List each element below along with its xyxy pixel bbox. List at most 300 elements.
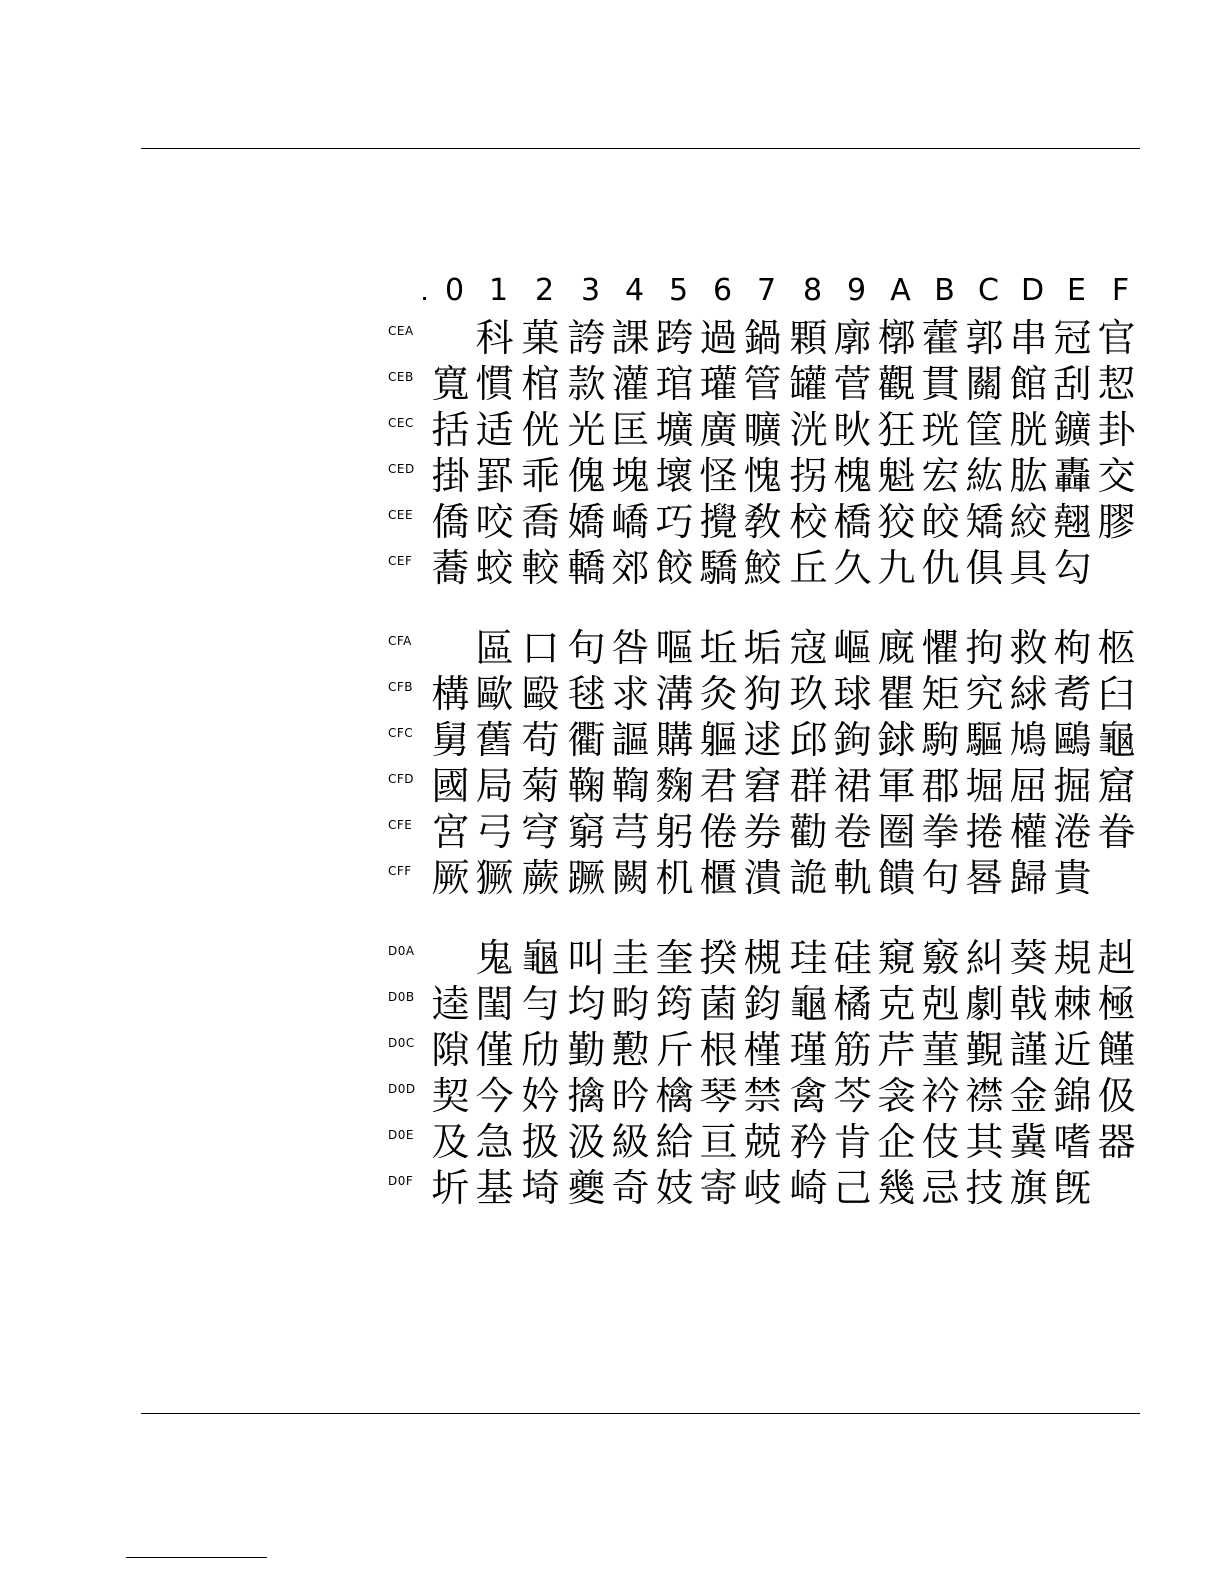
- hanja-glyph: 極: [1097, 982, 1136, 1026]
- hanja-glyph: 亘: [699, 1120, 738, 1164]
- hanja-glyph: 廣: [699, 408, 738, 452]
- hanja-glyph: 傀: [567, 454, 606, 498]
- hanja-glyph: 芎: [611, 810, 650, 854]
- hanja-glyph: 槿: [743, 1028, 782, 1072]
- code-row: [0, 717, 1224, 763]
- hanja-glyph: 饉: [1097, 1028, 1136, 1072]
- hanja-glyph: 芹: [877, 1028, 916, 1072]
- hanja-glyph: 窟: [1097, 764, 1136, 808]
- row-code-label: CEA: [388, 324, 414, 338]
- hanja-glyph: 蹶: [567, 856, 606, 900]
- hanja-glyph: 圈: [877, 810, 916, 854]
- hanja-glyph: 郊: [611, 546, 650, 590]
- hanja-glyph: 臼: [1097, 672, 1136, 716]
- hanja-glyph: 瓘: [699, 362, 738, 406]
- hanja-glyph: [1094, 855, 1139, 901]
- hanja-glyph: 伋: [1097, 1074, 1136, 1118]
- hanja-glyph: 适: [475, 408, 514, 452]
- code-row: [0, 671, 1224, 717]
- hanja-glyph: 館: [1009, 362, 1048, 406]
- hanja-glyph: 鉤: [833, 718, 872, 762]
- hanja-glyph: 炚: [833, 408, 872, 452]
- hanja-glyph: 急: [475, 1120, 514, 1164]
- hanja-glyph: 絞: [1009, 500, 1048, 544]
- hanja-glyph: 冀: [1009, 1120, 1048, 1164]
- hanja-glyph: 瞿: [877, 672, 916, 716]
- hanja-glyph: 龜: [789, 982, 828, 1026]
- hanja-glyph: 管: [743, 362, 782, 406]
- hanja-glyph: 狗: [743, 672, 782, 716]
- hanja-glyph: 光: [567, 408, 606, 452]
- hanja-glyph: 官: [1097, 316, 1136, 360]
- hanja-glyph: 奎: [655, 936, 694, 980]
- hanja-glyph: 轟: [1053, 454, 1092, 498]
- hanja-glyph: 罐: [789, 362, 828, 406]
- hanja-glyph: 洸: [789, 408, 828, 452]
- column-header-8: 8: [802, 273, 823, 308]
- hanja-glyph: 芩: [833, 1074, 872, 1118]
- hanja-glyph: 倦: [699, 810, 738, 854]
- code-row: [0, 315, 1224, 361]
- hanja-glyph: 衾: [877, 1074, 916, 1118]
- hanja-glyph: 器: [1097, 1120, 1136, 1164]
- hanja-glyph: 琯: [655, 362, 694, 406]
- row-code-label: CFD: [388, 772, 415, 786]
- hanja-glyph: 餃: [655, 546, 694, 590]
- hanja-glyph: 根: [699, 1028, 738, 1072]
- hanja-glyph: 關: [965, 362, 1004, 406]
- hanja-glyph: 咬: [475, 500, 514, 544]
- column-header-3: 3: [580, 273, 601, 308]
- hanja-glyph: 怪: [699, 454, 738, 498]
- hanja-glyph: 毬: [567, 672, 606, 716]
- hanja-glyph: 鈞: [743, 982, 782, 1026]
- hanja-glyph: 蛟: [475, 546, 514, 590]
- hanja-glyph: 琴: [699, 1074, 738, 1118]
- hanja-glyph: 幾: [877, 1166, 916, 1210]
- hanja-glyph: 慣: [475, 362, 514, 406]
- hanja-glyph: 皎: [921, 500, 960, 544]
- hanja-glyph: 校: [789, 500, 828, 544]
- hanja-glyph: 崎: [789, 1166, 828, 1210]
- hanja-glyph: 矜: [789, 1120, 828, 1164]
- hanja-glyph: 求: [611, 672, 650, 716]
- hanja-glyph: 珖: [921, 408, 960, 452]
- hanja-glyph: 口: [521, 626, 560, 670]
- hanja-glyph: 鮫: [743, 546, 782, 590]
- hanja-glyph: 邱: [789, 718, 828, 762]
- hanja-glyph: 擒: [567, 1074, 606, 1118]
- bottom-rule: [141, 1413, 1140, 1414]
- hanja-glyph: 九: [877, 546, 916, 590]
- hanja-glyph: 蕨: [521, 856, 560, 900]
- hanja-glyph: 斤: [655, 1028, 694, 1072]
- hanja-glyph: 句: [567, 626, 606, 670]
- column-header-9: 9: [846, 273, 867, 308]
- hanja-glyph: 棘: [1053, 982, 1092, 1026]
- row-code-label: CFA: [388, 634, 412, 648]
- hanja-glyph: 球: [833, 672, 872, 716]
- hanja-glyph: 郡: [921, 764, 960, 808]
- hanja-glyph: 喬: [521, 500, 560, 544]
- hanja-glyph: 屈: [1009, 764, 1048, 808]
- code-row: [0, 453, 1224, 499]
- hanja-glyph: 妗: [521, 1074, 560, 1118]
- hanja-glyph: 拳: [921, 810, 960, 854]
- column-header-4: 4: [624, 273, 645, 308]
- hanja-glyph: 橘: [833, 982, 872, 1026]
- code-row: [0, 407, 1224, 453]
- hanja-glyph: 懼: [921, 626, 960, 670]
- hanja-glyph: 汲: [567, 1120, 606, 1164]
- hanja-glyph: 胱: [1009, 408, 1048, 452]
- hanja-glyph: 懃: [611, 1028, 650, 1072]
- top-rule: [141, 148, 1140, 149]
- hanja-glyph: 勾: [1053, 546, 1092, 590]
- hanja-glyph: 駒: [921, 718, 960, 762]
- hanja-glyph: 圭: [611, 936, 650, 980]
- hanja-glyph: 藿: [921, 316, 960, 360]
- hanja-glyph: 卦: [1097, 408, 1136, 452]
- hanja-glyph: 禽: [789, 1074, 828, 1118]
- hanja-glyph: 槻: [743, 936, 782, 980]
- column-header-5: 5: [668, 273, 689, 308]
- hanja-glyph: 規: [1053, 936, 1092, 980]
- hanja-glyph: 劤: [521, 1028, 560, 1072]
- hanja-glyph: 龜: [521, 936, 560, 980]
- hanja-glyph: 灸: [699, 672, 738, 716]
- hanja-glyph: 君: [699, 764, 738, 808]
- hanja-glyph: 構: [431, 672, 470, 716]
- hanja-glyph: 揆: [699, 936, 738, 980]
- hanja-glyph: 閨: [475, 982, 514, 1026]
- hanja-glyph: 攪: [699, 500, 738, 544]
- hanja-glyph: 掘: [1053, 764, 1092, 808]
- hanja-glyph: 裙: [833, 764, 872, 808]
- code-row: [0, 1027, 1224, 1073]
- hanja-glyph: 轎: [567, 546, 606, 590]
- hanja-glyph: 區: [475, 626, 514, 670]
- hanja-glyph: 狂: [877, 408, 916, 452]
- hanja-glyph: 鳩: [1009, 718, 1048, 762]
- code-row: [0, 981, 1224, 1027]
- hanja-glyph: 究: [965, 672, 1004, 716]
- row-code-label: CEC: [388, 416, 414, 430]
- hanja-glyph: 竅: [921, 936, 960, 980]
- hanja-glyph: 久: [833, 546, 872, 590]
- hanja-glyph: 級: [611, 1120, 650, 1164]
- column-header-12: C: [978, 273, 999, 308]
- column-header-0: 0: [444, 273, 465, 308]
- hanja-glyph: 垢: [743, 626, 782, 670]
- hanja-glyph: 膠: [1097, 500, 1136, 544]
- hanja-glyph: 柩: [1097, 626, 1136, 670]
- hanja-glyph: 國: [431, 764, 470, 808]
- column-header-13: D: [1020, 273, 1045, 308]
- hanja-glyph: 檎: [655, 1074, 694, 1118]
- hanja-glyph: 舅: [431, 718, 470, 762]
- hanja-glyph: 鑛: [1053, 408, 1092, 452]
- hanja-glyph: 坵: [699, 626, 738, 670]
- hanja-glyph: 愧: [743, 454, 782, 498]
- row-code-label: D0F: [388, 1174, 414, 1188]
- hanja-glyph: 禁: [743, 1074, 782, 1118]
- code-row: [0, 545, 1224, 591]
- hanja-glyph: 契: [431, 1074, 470, 1118]
- hanja-glyph: 嘔: [655, 626, 694, 670]
- hanja-glyph: [428, 315, 473, 361]
- hanja-glyph: 瑾: [789, 1028, 828, 1072]
- hanja-glyph: 給: [655, 1120, 694, 1164]
- hanja-glyph: 交: [1097, 454, 1136, 498]
- hanja-glyph: 均: [567, 982, 606, 1026]
- hanja-glyph: 岐: [743, 1166, 782, 1210]
- hanja-glyph: 軍: [877, 764, 916, 808]
- hanja-glyph: 勸: [789, 810, 828, 854]
- hanja-glyph: 毆: [521, 672, 560, 716]
- hanja-glyph: 科: [475, 316, 514, 360]
- hanja-glyph: 筠: [655, 982, 694, 1026]
- hanja-glyph: 鷗: [1053, 718, 1092, 762]
- hanja-glyph: 軌: [833, 856, 872, 900]
- hanja-glyph: 購: [655, 718, 694, 762]
- hanja-glyph: 拐: [789, 454, 828, 498]
- hanja-glyph: 匡: [611, 408, 650, 452]
- hanja-glyph: 獗: [475, 856, 514, 900]
- hanja-glyph: 絿: [1009, 672, 1048, 716]
- column-header-11: B: [934, 273, 955, 308]
- code-row: [0, 1119, 1224, 1165]
- hanja-glyph: 括: [431, 408, 470, 452]
- code-row: [0, 763, 1224, 809]
- hanja-glyph: 軀: [699, 718, 738, 762]
- hanja-glyph: 剋: [921, 982, 960, 1026]
- hanja-glyph: 款: [567, 362, 606, 406]
- hanja-glyph: 寇: [789, 626, 828, 670]
- hanja-glyph: 貫: [921, 362, 960, 406]
- hanja-glyph: 覲: [965, 1028, 1004, 1072]
- hanja-glyph: 闕: [611, 856, 650, 900]
- hanja-glyph: 敎: [743, 500, 782, 544]
- hanja-glyph: 驕: [699, 546, 738, 590]
- hanja-glyph: 堀: [965, 764, 1004, 808]
- row-code-label: CED: [388, 462, 415, 476]
- hanja-glyph: 宏: [921, 454, 960, 498]
- hanja-glyph: 扱: [521, 1120, 560, 1164]
- hanja-glyph: 課: [611, 316, 650, 360]
- hanja-glyph: 玖: [789, 672, 828, 716]
- hanja-glyph: 窺: [877, 936, 916, 980]
- hanja-glyph: 丘: [789, 546, 828, 590]
- hanja-glyph: 鬼: [475, 936, 514, 980]
- hanja-glyph: 跨: [655, 316, 694, 360]
- hanja-glyph: 橋: [833, 500, 872, 544]
- hanja-glyph: 舊: [475, 718, 514, 762]
- hanja-glyph: 圻: [431, 1166, 470, 1210]
- hanja-glyph: 仇: [921, 546, 960, 590]
- hanja-glyph: 忌: [921, 1166, 960, 1210]
- hanja-glyph: 嶇: [833, 626, 872, 670]
- hanja-glyph: 叫: [567, 936, 606, 980]
- column-header-10: A: [890, 273, 911, 308]
- hanja-glyph: 戟: [1009, 982, 1048, 1026]
- hanja-glyph: 罫: [475, 454, 514, 498]
- column-header-1: 1: [488, 273, 509, 308]
- hanja-glyph: 鞫: [611, 764, 650, 808]
- code-row: [0, 361, 1224, 407]
- hanja-glyph: 畇: [611, 982, 650, 1026]
- hanja-glyph: 鞠: [567, 764, 606, 808]
- hanja-glyph: 灌: [611, 362, 650, 406]
- hanja-glyph: 矯: [965, 500, 1004, 544]
- hanja-glyph: 狡: [877, 500, 916, 544]
- hanja-glyph: 捲: [965, 810, 1004, 854]
- column-header-15: F: [1111, 273, 1130, 308]
- hanja-glyph: 衿: [921, 1074, 960, 1118]
- row-code-label: CFB: [388, 680, 414, 694]
- hanja-glyph: 菫: [921, 1028, 960, 1072]
- hanja-glyph: [428, 625, 473, 671]
- hanja-glyph: 潰: [743, 856, 782, 900]
- hanja-glyph: 葵: [1009, 936, 1048, 980]
- hanja-glyph: 逑: [743, 718, 782, 762]
- hanja-glyph: 窮: [567, 810, 606, 854]
- column-header-6: 6: [712, 273, 733, 308]
- hanja-glyph: 寬: [431, 362, 470, 406]
- hanja-glyph: 及: [431, 1120, 470, 1164]
- hanja-glyph: 嬌: [567, 500, 606, 544]
- hanja-glyph: 旣: [1053, 1166, 1092, 1210]
- hanja-glyph: 觀: [877, 362, 916, 406]
- hanja-glyph: 貴: [1053, 856, 1092, 900]
- hanja-glyph: 寄: [699, 1166, 738, 1210]
- hanja-glyph: 權: [1009, 810, 1048, 854]
- row-code-label: D0E: [388, 1128, 414, 1142]
- hanja-glyph: 麴: [655, 764, 694, 808]
- hanja-glyph: 巧: [655, 500, 694, 544]
- hanja-glyph: 金: [1009, 1074, 1048, 1118]
- code-row: [0, 935, 1224, 981]
- hanja-glyph: 鍋: [743, 316, 782, 360]
- hanja-glyph: 躬: [655, 810, 694, 854]
- hanja-glyph: 宮: [431, 810, 470, 854]
- hanja-glyph: 衢: [567, 718, 606, 762]
- hanja-glyph: 局: [475, 764, 514, 808]
- hanja-glyph: 櫃: [699, 856, 738, 900]
- row-code-label: D0C: [388, 1036, 415, 1050]
- code-row: [0, 1073, 1224, 1119]
- hanja-glyph: 昑: [611, 1074, 650, 1118]
- column-header-14: E: [1067, 273, 1086, 308]
- row-code-label: D0A: [388, 944, 415, 958]
- hanja-glyph: 糾: [965, 936, 1004, 980]
- hanja-glyph: 詭: [789, 856, 828, 900]
- row-code-label: CEF: [388, 554, 413, 568]
- hanja-glyph: 槐: [833, 454, 872, 498]
- hanja-glyph: 歸: [1009, 856, 1048, 900]
- hanja-glyph: 溝: [655, 672, 694, 716]
- hanja-glyph: 乖: [521, 454, 560, 498]
- hanja-glyph: 埼: [521, 1166, 560, 1210]
- hanja-glyph: 近: [1053, 1028, 1092, 1072]
- hanja-glyph: 冠: [1053, 316, 1092, 360]
- hanja-glyph: 勤: [567, 1028, 606, 1072]
- hanja-glyph: 恝: [1097, 362, 1136, 406]
- hanja-glyph: 棺: [521, 362, 560, 406]
- hanja-glyph: 俱: [965, 546, 1004, 590]
- row-code-label: CEE: [388, 508, 414, 522]
- hanja-glyph: 襟: [965, 1074, 1004, 1118]
- hanja-glyph: 旗: [1009, 1166, 1048, 1210]
- hanja-glyph: 晷: [965, 856, 1004, 900]
- code-row: [0, 1165, 1224, 1211]
- row-code-label: D0D: [388, 1082, 416, 1096]
- hanja-glyph: 刮: [1053, 362, 1092, 406]
- hanja-glyph: 顆: [789, 316, 828, 360]
- code-row: [0, 499, 1224, 545]
- hanja-glyph: 過: [699, 316, 738, 360]
- hanja-glyph: 誇: [567, 316, 606, 360]
- hanja-glyph: 隙: [431, 1028, 470, 1072]
- hanja-glyph: [428, 935, 473, 981]
- code-row: [0, 809, 1224, 855]
- hanja-glyph: 槨: [877, 316, 916, 360]
- hanja-glyph: 珪: [789, 936, 828, 980]
- footnote-rule: [126, 1557, 267, 1558]
- hanja-glyph: 嗜: [1053, 1120, 1092, 1164]
- hanja-glyph: 曠: [743, 408, 782, 452]
- hanja-glyph: 肯: [833, 1120, 872, 1164]
- hanja-glyph: [1094, 1165, 1139, 1211]
- hanja-glyph: 夔: [567, 1166, 606, 1210]
- hanja-glyph: 僑: [431, 500, 470, 544]
- hanja-glyph: 枸: [1053, 626, 1092, 670]
- hanja-glyph: 蕎: [431, 546, 470, 590]
- hanja-glyph: 穹: [521, 810, 560, 854]
- code-row: [0, 855, 1224, 901]
- hanja-glyph: 菅: [833, 362, 872, 406]
- hanja-glyph: 菓: [521, 316, 560, 360]
- hanja-glyph: 己: [833, 1166, 872, 1210]
- hanja-glyph: 咎: [611, 626, 650, 670]
- hanja-glyph: 魁: [877, 454, 916, 498]
- hanja-glyph: 苟: [521, 718, 560, 762]
- hanja-glyph: 菊: [521, 764, 560, 808]
- hanja-glyph: 壙: [655, 408, 694, 452]
- column-header-2: 2: [534, 273, 555, 308]
- row-code-label: CFC: [388, 726, 414, 740]
- hanja-glyph: 逵: [431, 982, 470, 1026]
- hanja-glyph: 謳: [611, 718, 650, 762]
- hanja-glyph: 謹: [1009, 1028, 1048, 1072]
- hanja-glyph: 妓: [655, 1166, 694, 1210]
- hanja-glyph: 紘: [965, 454, 1004, 498]
- hanja-glyph: 伎: [921, 1120, 960, 1164]
- hanja-glyph: 技: [965, 1166, 1004, 1210]
- hanja-glyph: 眷: [1097, 810, 1136, 854]
- row-code-label: CFF: [388, 864, 412, 878]
- hanja-glyph: 厥: [431, 856, 470, 900]
- hanja-glyph: 基: [475, 1166, 514, 1210]
- hanja-glyph: 机: [655, 856, 694, 900]
- hanja-glyph: 句: [921, 856, 960, 900]
- hanja-glyph: 廓: [833, 316, 872, 360]
- hanja-glyph: 卷: [833, 810, 872, 854]
- hanja-glyph: 赳: [1097, 936, 1136, 980]
- hanja-glyph: 筐: [965, 408, 1004, 452]
- row-code-label: CEB: [388, 370, 414, 384]
- hanja-glyph: 具: [1009, 546, 1048, 590]
